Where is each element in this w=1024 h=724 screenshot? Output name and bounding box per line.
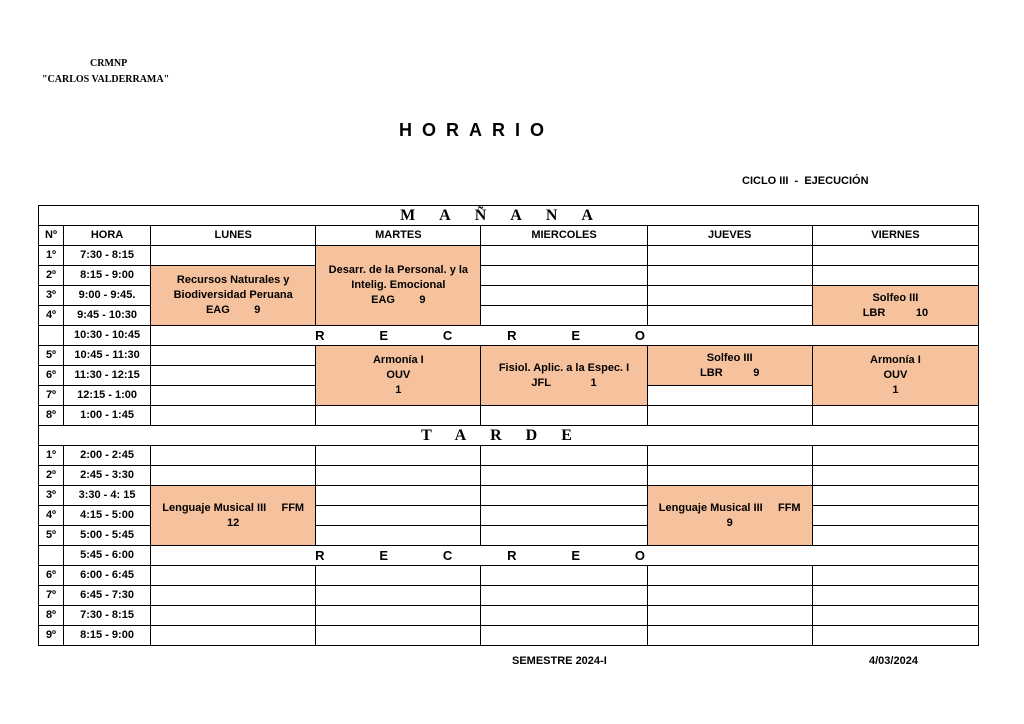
period-time: 2:45 - 3:30: [64, 466, 151, 486]
recreo-letter: E: [571, 328, 581, 343]
table-row: [39, 466, 979, 486]
cell-empty: [151, 626, 316, 646]
course-teacher: LBR 9: [700, 366, 760, 379]
course-teacher: OUV: [386, 369, 411, 381]
cell-empty: [647, 626, 812, 646]
period-num: 1º: [39, 246, 64, 266]
cell-empty: [812, 466, 978, 486]
cell-empty: [151, 446, 316, 466]
period-time: 2:00 - 2:45: [64, 446, 151, 466]
table-row: [39, 406, 979, 426]
period-num: 5º: [39, 346, 64, 366]
col-num: Nº: [39, 226, 64, 246]
cell-empty: [812, 246, 978, 266]
period-num: 5º: [39, 526, 64, 546]
course-teacher: EAG 9: [371, 294, 426, 306]
semester-label: SEMESTRE 2024-I: [512, 655, 607, 667]
cell-empty: [647, 246, 812, 266]
course-credits: 1: [892, 384, 899, 396]
period-num: 7º: [39, 386, 64, 406]
course-martes-desarr: [316, 246, 481, 326]
period-num: 3º: [39, 286, 64, 306]
course-lunes-lenguaje: [151, 486, 316, 546]
course-teacher: EAG 9: [205, 304, 261, 316]
cell-empty: [812, 626, 978, 646]
cell-empty: [151, 566, 316, 586]
cell-empty: [481, 486, 647, 506]
date-label: 4/03/2024: [869, 655, 918, 667]
cell-empty: [316, 566, 481, 586]
course-name: Fisiol. Aplic. a la Espec. I: [498, 361, 630, 374]
table-row: [39, 586, 979, 606]
recreo-letter: E: [379, 548, 389, 563]
course-name: Armonía I: [870, 354, 921, 366]
cell-empty: [647, 386, 812, 406]
cell-empty: [151, 606, 316, 626]
col-viernes: VIERNES: [812, 226, 978, 246]
table-row: [39, 626, 979, 646]
cell-empty: [812, 566, 978, 586]
cell-empty: [647, 406, 812, 426]
course-name: Solfeo III: [872, 291, 919, 304]
recreo-letter: R: [507, 548, 517, 563]
course-credits: 9: [726, 516, 733, 529]
recreo-letter: R: [507, 328, 517, 343]
period-time: 8:15 - 9:00: [64, 626, 151, 646]
schedule-table: [38, 205, 979, 646]
cell-empty: [316, 486, 481, 506]
period-time: 12:15 - 1:00: [64, 386, 151, 406]
period-num: 2º: [39, 466, 64, 486]
period-num: 4º: [39, 306, 64, 326]
recreo-letter: R: [315, 328, 325, 343]
band-row-manana: [39, 206, 979, 226]
recreo-letter: R: [315, 548, 325, 563]
cell-empty: [151, 366, 316, 386]
cell-empty: [316, 626, 481, 646]
period-num: 3º: [39, 486, 64, 506]
recreo-letter: E: [571, 548, 581, 563]
band-manana: MAÑANA: [39, 206, 979, 226]
cell-empty: [647, 266, 812, 286]
course-lunes-recursos: [151, 266, 316, 326]
table-row: [39, 266, 979, 286]
col-miercoles: MIERCOLES: [481, 226, 647, 246]
header-row: [39, 226, 979, 246]
cell-empty: [481, 266, 647, 286]
cell-empty: [316, 606, 481, 626]
cell-empty: [481, 506, 647, 526]
recreo-letter: O: [634, 328, 646, 343]
course-viernes-solfeo: [812, 286, 978, 326]
cell-empty: [481, 626, 647, 646]
period-time: 7:30 - 8:15: [64, 606, 151, 626]
table-row: [39, 566, 979, 586]
period-num: 6º: [39, 366, 64, 386]
period-time: 9:00 - 9:45.: [64, 286, 151, 306]
period-num: 2º: [39, 266, 64, 286]
period-num: 8º: [39, 406, 64, 426]
period-time: 5:45 - 6:00: [64, 546, 151, 566]
cell-empty: [481, 606, 647, 626]
period-num: 9º: [39, 626, 64, 646]
recreo-letter: O: [634, 548, 646, 563]
band-row-tarde: [39, 426, 979, 446]
period-time: 10:45 - 11:30: [64, 346, 151, 366]
period-time: 5:00 - 5:45: [64, 526, 151, 546]
course-martes-armonia: [316, 346, 481, 406]
cell-empty: [151, 386, 316, 406]
cell-empty: [481, 306, 647, 326]
period-time: 7:30 - 8:15: [64, 246, 151, 266]
cell-empty: [481, 466, 647, 486]
cell-empty: [812, 486, 978, 506]
cell-empty: [316, 586, 481, 606]
cell-empty: [812, 406, 978, 426]
cell-empty: [151, 346, 316, 366]
table-row: [39, 346, 979, 366]
course-name: Recursos Naturales y: [176, 274, 290, 286]
recreo-letter: E: [379, 328, 389, 343]
cell-empty: [647, 586, 812, 606]
cell-empty: [481, 526, 647, 546]
cell-empty: [481, 246, 647, 266]
cell-empty: [151, 246, 316, 266]
period-time: 1:00 - 1:45: [64, 406, 151, 426]
course-credits: 1: [395, 384, 402, 396]
course-teacher: LBR 10: [862, 306, 929, 319]
cell-empty: [316, 526, 481, 546]
period-time: 11:30 - 12:15: [64, 366, 151, 386]
cell-empty: [647, 606, 812, 626]
period-time: 8:15 - 9:00: [64, 266, 151, 286]
institution-name: "CARLOS VALDERRAMA": [42, 74, 170, 85]
cell-empty: [812, 586, 978, 606]
cell-empty: [481, 446, 647, 466]
course-miercoles-fisiol: [481, 346, 647, 406]
course-name: Lenguaje Musical III FFM: [162, 501, 305, 514]
period-time: 10:30 - 10:45: [64, 326, 151, 346]
cell-empty: [316, 446, 481, 466]
cell-empty: [647, 446, 812, 466]
course-name: Armonía I: [372, 354, 424, 366]
cell-empty: [316, 466, 481, 486]
cell-empty: [812, 526, 978, 546]
col-hora: HORA: [64, 226, 151, 246]
page-title: HORARIO: [399, 120, 554, 140]
institution-short: CRMNP: [90, 58, 128, 69]
cell-empty: [316, 406, 481, 426]
course-name: Desarr. de la Personal. y la: [328, 264, 469, 276]
period-time: 4:15 - 5:00: [64, 506, 151, 526]
course-credits: 12: [227, 516, 240, 529]
table-row: [39, 606, 979, 626]
cell-empty: [481, 286, 647, 306]
course-name-cont: Intelig. Emocional: [351, 279, 446, 291]
cell-empty: [481, 566, 647, 586]
period-num: [39, 326, 64, 346]
course-name-cont: Biodiversidad Peruana: [173, 289, 293, 301]
band-tarde: TARDE: [39, 426, 979, 446]
course-teacher: OUV: [883, 369, 908, 381]
cell-empty: [812, 606, 978, 626]
cell-empty: [812, 446, 978, 466]
course-name: Lenguaje Musical III FFM: [658, 501, 801, 514]
period-time: 3:30 - 4: 15: [64, 486, 151, 506]
cell-empty: [151, 406, 316, 426]
period-time: 6:45 - 7:30: [64, 586, 151, 606]
recreo-row: [39, 326, 979, 346]
col-martes: MARTES: [316, 226, 481, 246]
col-jueves: JUEVES: [647, 226, 812, 246]
table-row: [39, 446, 979, 466]
cell-empty: [481, 406, 647, 426]
course-jueves-solfeo: [647, 346, 812, 386]
period-time: 6:00 - 6:45: [64, 566, 151, 586]
period-num: 1º: [39, 446, 64, 466]
period-num: [39, 546, 64, 566]
period-num: 8º: [39, 606, 64, 626]
recreo-label: [151, 546, 979, 566]
recreo-letter: C: [442, 548, 453, 563]
period-num: 7º: [39, 586, 64, 606]
cell-empty: [316, 506, 481, 526]
table-row: [39, 486, 979, 506]
recreo-label: [151, 326, 979, 346]
cell-empty: [481, 586, 647, 606]
recreo-letter: C: [442, 328, 453, 343]
course-viernes-armonia: [812, 346, 978, 406]
course-name: Solfeo III: [706, 351, 753, 364]
cell-empty: [647, 466, 812, 486]
cell-empty: [647, 286, 812, 306]
course-teacher: JFL 1: [531, 376, 597, 389]
cell-empty: [151, 586, 316, 606]
recreo-row: [39, 546, 979, 566]
period-num: 6º: [39, 566, 64, 586]
cell-empty: [647, 566, 812, 586]
period-time: 9:45 - 10:30: [64, 306, 151, 326]
col-lunes: LUNES: [151, 226, 316, 246]
cell-empty: [812, 506, 978, 526]
cell-empty: [812, 266, 978, 286]
course-jueves-lenguaje: [647, 486, 812, 546]
table-row: [39, 246, 979, 266]
cell-empty: [151, 466, 316, 486]
period-num: 4º: [39, 506, 64, 526]
cycle-label: CICLO III - EJECUCIÓN: [742, 175, 869, 187]
cell-empty: [647, 306, 812, 326]
